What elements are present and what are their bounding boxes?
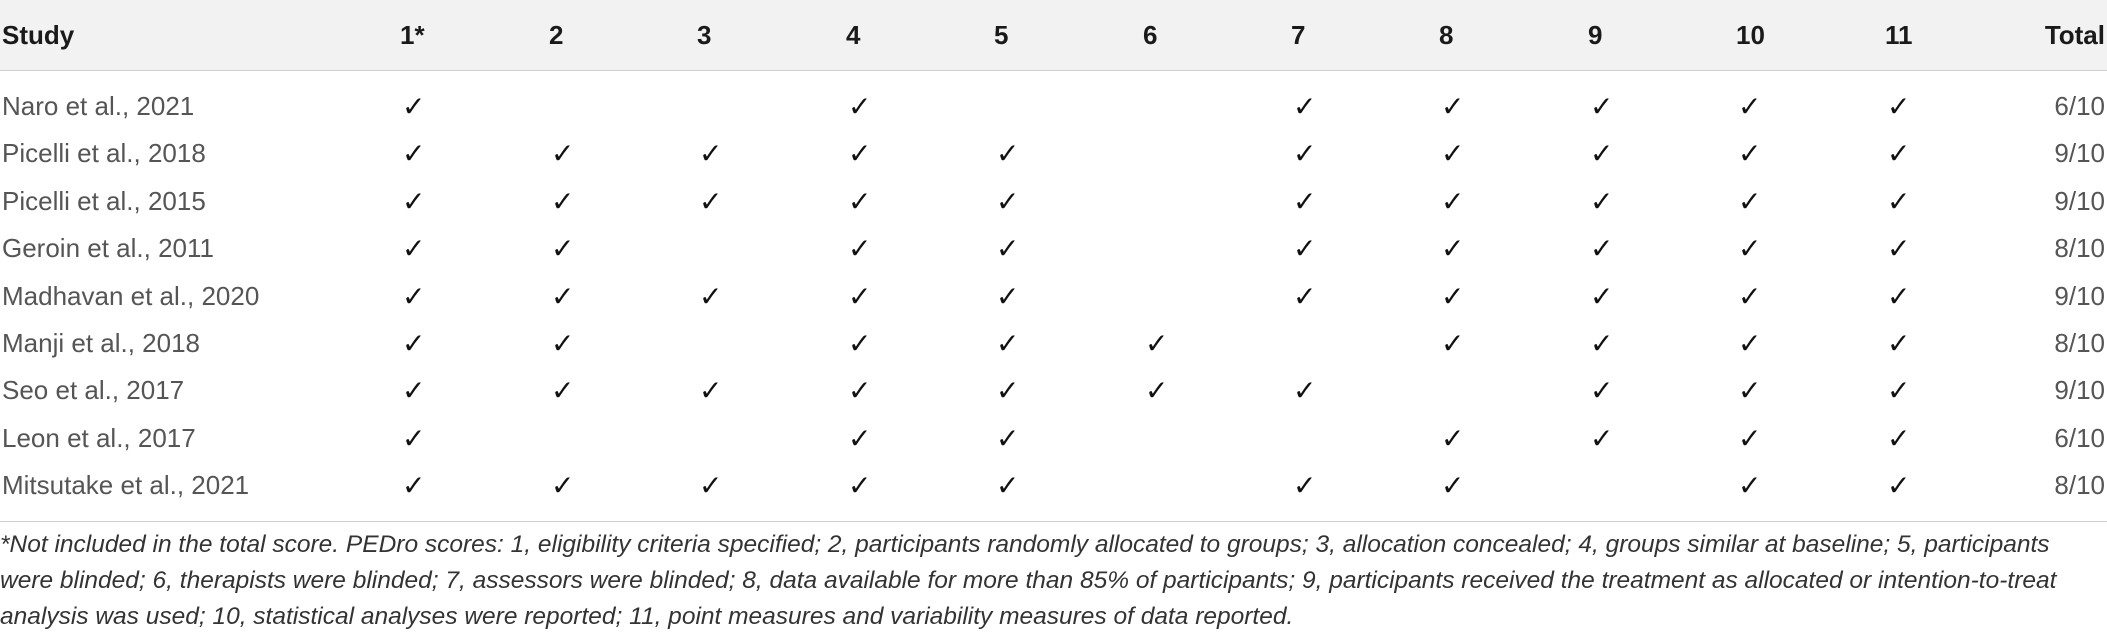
check-icon: ✓ <box>1887 90 1911 123</box>
check-icon: ✓ <box>551 137 575 171</box>
check-icon: ✓ <box>1293 90 1317 123</box>
check-icon: ✓ <box>996 137 1020 171</box>
header-criterion-7: 7 <box>1291 20 1306 50</box>
check-icon: ✓ <box>848 184 872 218</box>
check-icon: ✓ <box>1590 327 1614 360</box>
check-icon: ✓ <box>402 469 426 503</box>
check-icon: ✓ <box>1441 184 1465 218</box>
check-icon: ✓ <box>1738 232 1762 266</box>
check-icon: ✓ <box>1738 421 1762 455</box>
check-icon: ✓ <box>1441 327 1465 360</box>
table-bottom-rule <box>0 521 2107 522</box>
check-icon: ✓ <box>402 421 426 455</box>
table-row <box>0 367 2107 414</box>
check-icon: ✓ <box>1145 327 1169 360</box>
check-icon: ✓ <box>1441 137 1465 171</box>
table-row <box>0 415 2107 462</box>
header-criterion-10: 10 <box>1736 20 1765 50</box>
check-icon: ✓ <box>848 90 872 123</box>
check-icon: ✓ <box>402 279 426 313</box>
check-icon: ✓ <box>1738 184 1762 218</box>
check-icon: ✓ <box>1590 184 1614 218</box>
check-icon: ✓ <box>1590 421 1614 455</box>
study-name: Seo et al., 2017 <box>2 375 185 406</box>
check-icon: ✓ <box>848 279 872 313</box>
table-row <box>0 130 2107 177</box>
check-icon: ✓ <box>1293 279 1317 313</box>
check-icon: ✓ <box>1887 327 1911 360</box>
check-icon: ✓ <box>996 279 1020 313</box>
check-icon: ✓ <box>1590 279 1614 313</box>
check-icon: ✓ <box>551 279 575 313</box>
header-criterion-1: 1* <box>400 20 425 50</box>
check-icon: ✓ <box>699 184 723 218</box>
table-row <box>0 178 2107 225</box>
check-icon: ✓ <box>551 469 575 503</box>
check-icon: ✓ <box>1590 232 1614 266</box>
header-criterion-8: 8 <box>1439 20 1454 50</box>
table-row <box>0 273 2107 320</box>
check-icon: ✓ <box>1145 374 1169 408</box>
check-icon: ✓ <box>1293 184 1317 218</box>
check-icon: ✓ <box>996 469 1020 503</box>
total-score: 9/10 <box>2054 375 2105 406</box>
check-icon: ✓ <box>402 327 426 360</box>
table-row <box>0 320 2107 367</box>
total-score: 8/10 <box>2054 470 2105 501</box>
check-icon: ✓ <box>1293 232 1317 266</box>
check-icon: ✓ <box>996 374 1020 408</box>
check-icon: ✓ <box>1590 90 1614 123</box>
check-icon: ✓ <box>1293 374 1317 408</box>
header-criterion-6: 6 <box>1143 20 1158 50</box>
header-criterion-5: 5 <box>994 20 1009 50</box>
check-icon: ✓ <box>402 90 426 123</box>
check-icon: ✓ <box>551 374 575 408</box>
total-score: 8/10 <box>2054 233 2105 264</box>
check-icon: ✓ <box>699 469 723 503</box>
check-icon: ✓ <box>402 137 426 171</box>
check-icon: ✓ <box>402 232 426 266</box>
check-icon: ✓ <box>1738 90 1762 123</box>
check-icon: ✓ <box>551 184 575 218</box>
study-name: Picelli et al., 2018 <box>2 138 206 169</box>
header-study: Study <box>2 20 75 50</box>
check-icon: ✓ <box>1887 232 1911 266</box>
check-icon: ✓ <box>1293 137 1317 171</box>
check-icon: ✓ <box>1738 327 1762 360</box>
check-icon: ✓ <box>848 469 872 503</box>
check-icon: ✓ <box>1887 374 1911 408</box>
study-name: Geroin et al., 2011 <box>2 233 214 264</box>
header-criterion-11: 11 <box>1885 20 1913 50</box>
check-icon: ✓ <box>1441 469 1465 503</box>
check-icon: ✓ <box>1738 374 1762 408</box>
check-icon: ✓ <box>848 374 872 408</box>
header-criterion-3: 3 <box>697 20 712 50</box>
table-row <box>0 83 2107 130</box>
study-name: Mitsutake et al., 2021 <box>2 470 250 501</box>
check-icon: ✓ <box>1441 232 1465 266</box>
check-icon: ✓ <box>699 137 723 171</box>
table-row <box>0 225 2107 272</box>
check-icon: ✓ <box>996 232 1020 266</box>
check-icon: ✓ <box>699 374 723 408</box>
check-icon: ✓ <box>551 232 575 266</box>
check-icon: ✓ <box>1887 279 1911 313</box>
check-icon: ✓ <box>848 421 872 455</box>
check-icon: ✓ <box>1738 469 1762 503</box>
check-icon: ✓ <box>699 279 723 313</box>
total-score: 8/10 <box>2054 328 2105 358</box>
check-icon: ✓ <box>1590 374 1614 408</box>
study-name: Manji et al., 2018 <box>2 328 201 358</box>
table-header-row <box>0 0 2107 71</box>
study-name: Naro et al., 2021 <box>2 91 195 121</box>
header-total: Total <box>2044 20 2105 50</box>
total-score: 9/10 <box>2054 185 2105 216</box>
check-icon: ✓ <box>848 232 872 266</box>
table-footnote: *Not included in the total score. PEDro scores: 1, eligibility criteria specified; 2, participants randomly allocated to groups; 3, allocation concealed; 4, groups similar at baseline; 5, participants were blinded; 6, therapists were blinded; 7, assessors were blinded; 8, data available for more than 85% of participants; 9, participants received the treatment as allocated or intention-to-treat analysis was used; 10, statistical analyses were reported; 11, point measures and variability measures of data reported. <box>0 531 2057 630</box>
check-icon: ✓ <box>1887 421 1911 455</box>
check-icon: ✓ <box>1887 184 1911 218</box>
check-icon: ✓ <box>996 421 1020 455</box>
check-icon: ✓ <box>996 184 1020 218</box>
check-icon: ✓ <box>1887 137 1911 171</box>
check-icon: ✓ <box>848 137 872 171</box>
check-icon: ✓ <box>848 327 872 360</box>
study-name: Madhavan et al., 2020 <box>2 280 260 311</box>
check-icon: ✓ <box>1887 469 1911 503</box>
check-icon: ✓ <box>1738 279 1762 313</box>
check-icon: ✓ <box>402 374 426 408</box>
check-icon: ✓ <box>1441 90 1465 123</box>
study-name: Leon et al., 2017 <box>2 422 196 453</box>
total-score: 6/10 <box>2054 422 2105 453</box>
study-name: Picelli et al., 2015 <box>2 185 206 216</box>
check-icon: ✓ <box>402 184 426 218</box>
header-criterion-9: 9 <box>1588 20 1603 50</box>
check-icon: ✓ <box>1738 137 1762 171</box>
check-icon: ✓ <box>551 327 575 360</box>
table-row <box>0 462 2107 509</box>
check-icon: ✓ <box>996 327 1020 360</box>
check-icon: ✓ <box>1293 469 1317 503</box>
total-score: 6/10 <box>2054 91 2105 121</box>
check-icon: ✓ <box>1441 279 1465 313</box>
header-criterion-2: 2 <box>549 20 564 50</box>
check-icon: ✓ <box>1441 421 1465 455</box>
total-score: 9/10 <box>2054 138 2105 169</box>
check-icon: ✓ <box>1590 137 1614 171</box>
total-score: 9/10 <box>2054 280 2105 311</box>
header-criterion-4: 4 <box>846 20 861 50</box>
